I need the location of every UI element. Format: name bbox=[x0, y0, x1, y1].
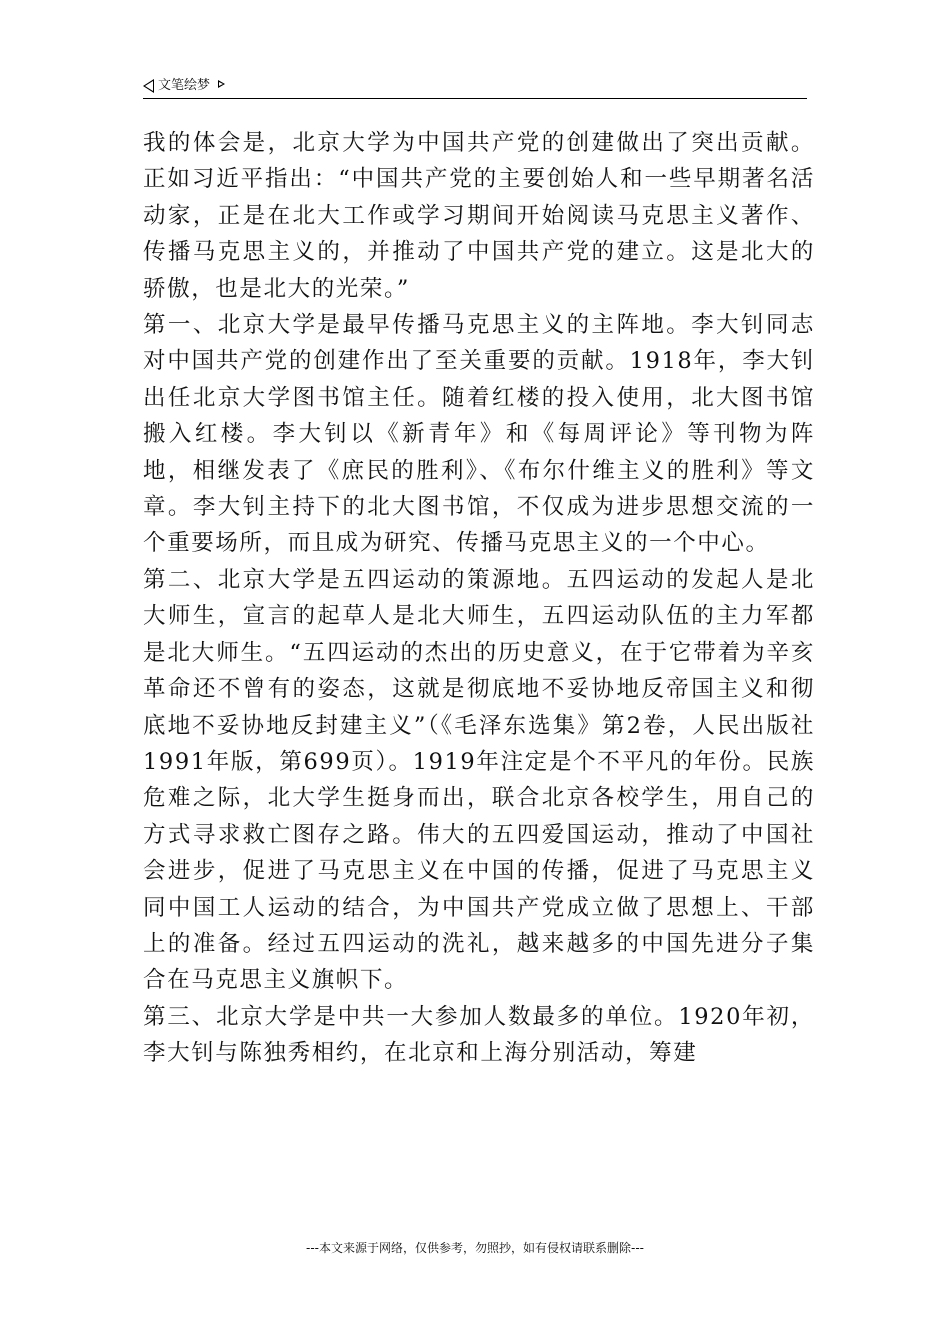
paragraph-second: 第二、北京大学是五四运动的策源地。五四运动的发起人是北大师生，宣言的起草人是北大师生，五四运动队伍的主力军都是北大师生。“五四运动的杰出的历史意义，在于它带着为辛亥革命还不曾有的姿态，这就是彻底地不妥协地反帝国主义和彻底地不妥协地反封建主义”（《毛泽东选集》第2卷，人民出版社1991年版，第699页）。1919年注定是个不平凡的年份。民族危难之际，北大学生挺身而出，联合北京各校学生，用自己的方式寻求救亡图存之路。伟大的五四爱国运动，推动了中国社会进步，促进了马克思主义在中国的传播，促进了马克思主义同中国工人运动的结合，为中国共产党成立做了思想上、干部上的准备。经过五四运动的洗礼，越来越多的中国先进分子集合在马克思主义旗帜下。 bbox=[143, 566, 815, 994]
paragraph-third: 第三、北京大学是中共一大参加人数最多的单位。1920年初，李大钊与陈独秀相约，在北京和上海分别活动，筹建 bbox=[143, 1003, 815, 1067]
triangle-left-icon bbox=[143, 79, 154, 93]
page-header bbox=[143, 74, 807, 99]
document-body bbox=[143, 125, 815, 1072]
header-title: 文笔绘梦 bbox=[158, 78, 211, 93]
paragraph-first: 第一、北京大学是最早传播马克思主义的主阵地。李大钊同志对中国共产党的创建作出了至关重要的贡献。1918年，李大钊出任北京大学图书馆主任。随着红楼的投入使用，北大图书馆搬入红楼。李大钊以《新青年》和《每周评论》等刊物为阵地，相继发表了《庶民的胜利》、《布尔什维主义的胜利》等文章。李大钊主持下的北大图书馆，不仅成为进步思想交流的一个重要场所，而且成为研究、传播马克思主义的一个中心。 bbox=[143, 312, 815, 557]
triangle-right-icon bbox=[218, 80, 225, 88]
page-footer: ---本文来源于网络，仅供参考，勿照抄，如有侵权请联系删除--- bbox=[306, 1241, 644, 1255]
paragraph-intro: 我的体会是，北京大学为中国共产党的创建做出了突出贡献。正如习近平指出：“中国共产党的主要创始人和一些早期著名活动家，正是在北大工作或学习期间开始阅读马克思主义著作、传播马克思主义的，并推动了中国共产党的建立。这是北大的骄傲，也是北大的光荣。” bbox=[143, 130, 815, 302]
